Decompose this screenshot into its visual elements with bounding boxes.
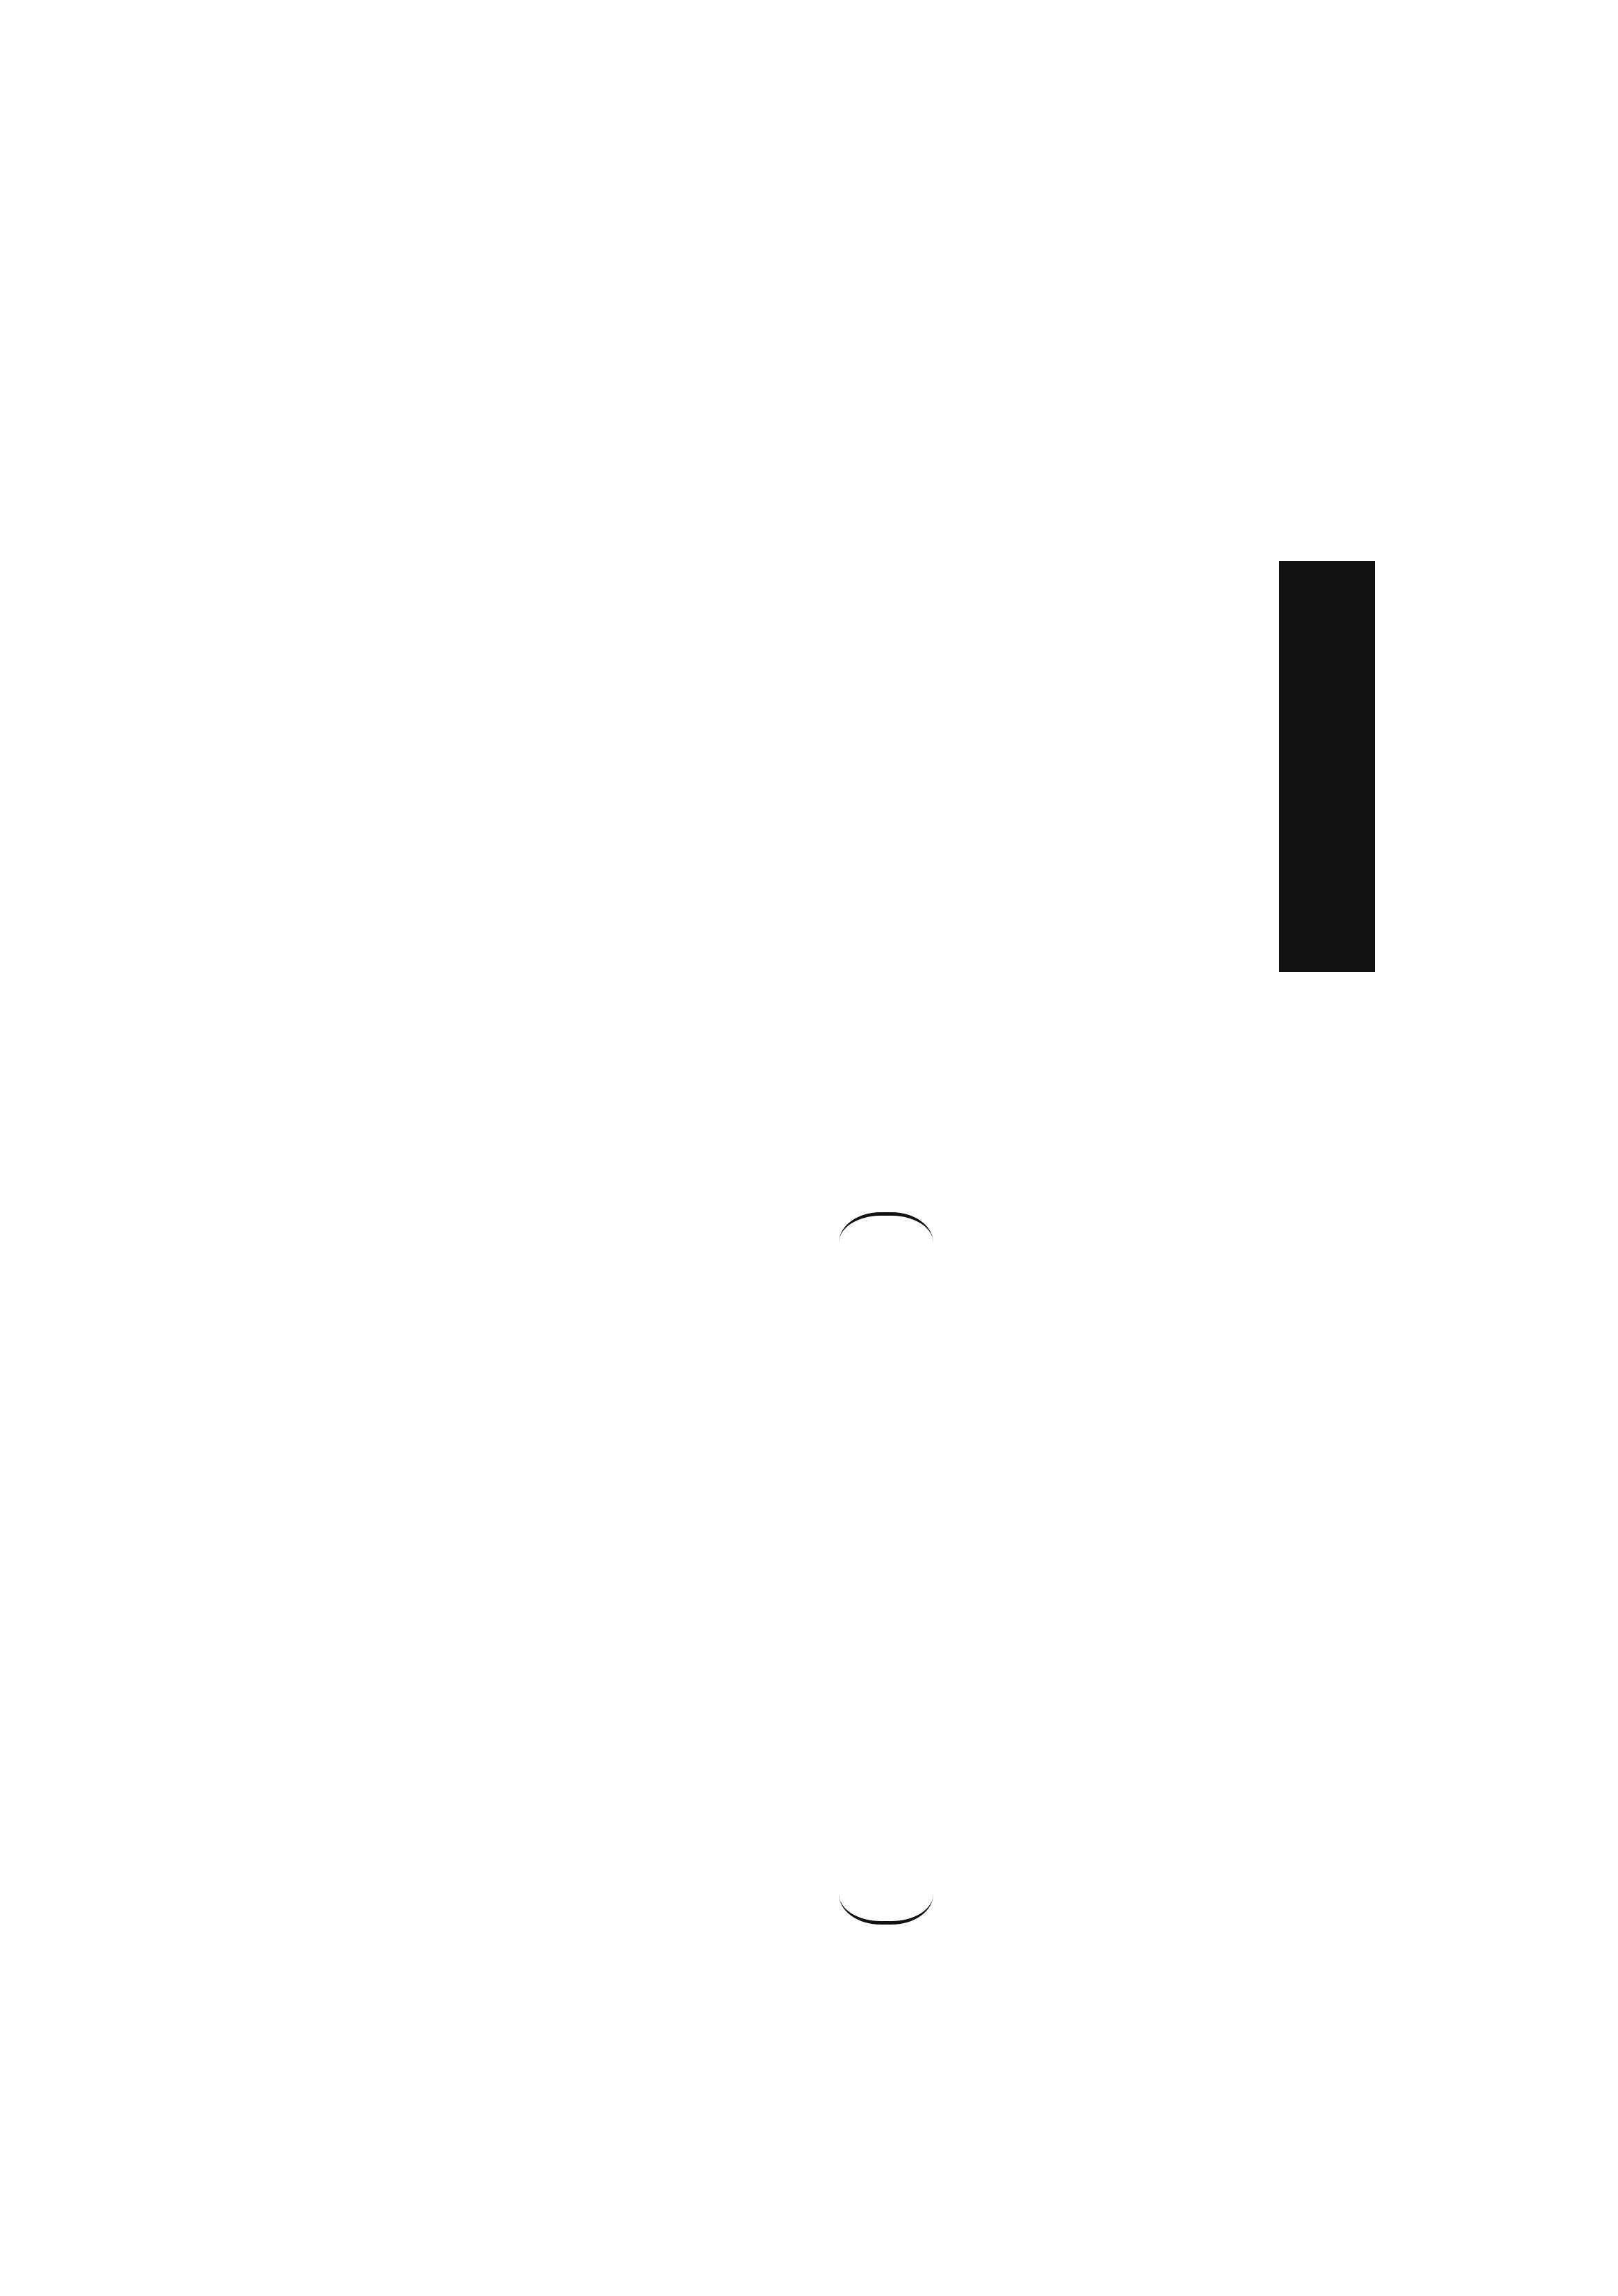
section-badge [1279, 561, 1375, 972]
citation-bracket [839, 1212, 933, 1925]
